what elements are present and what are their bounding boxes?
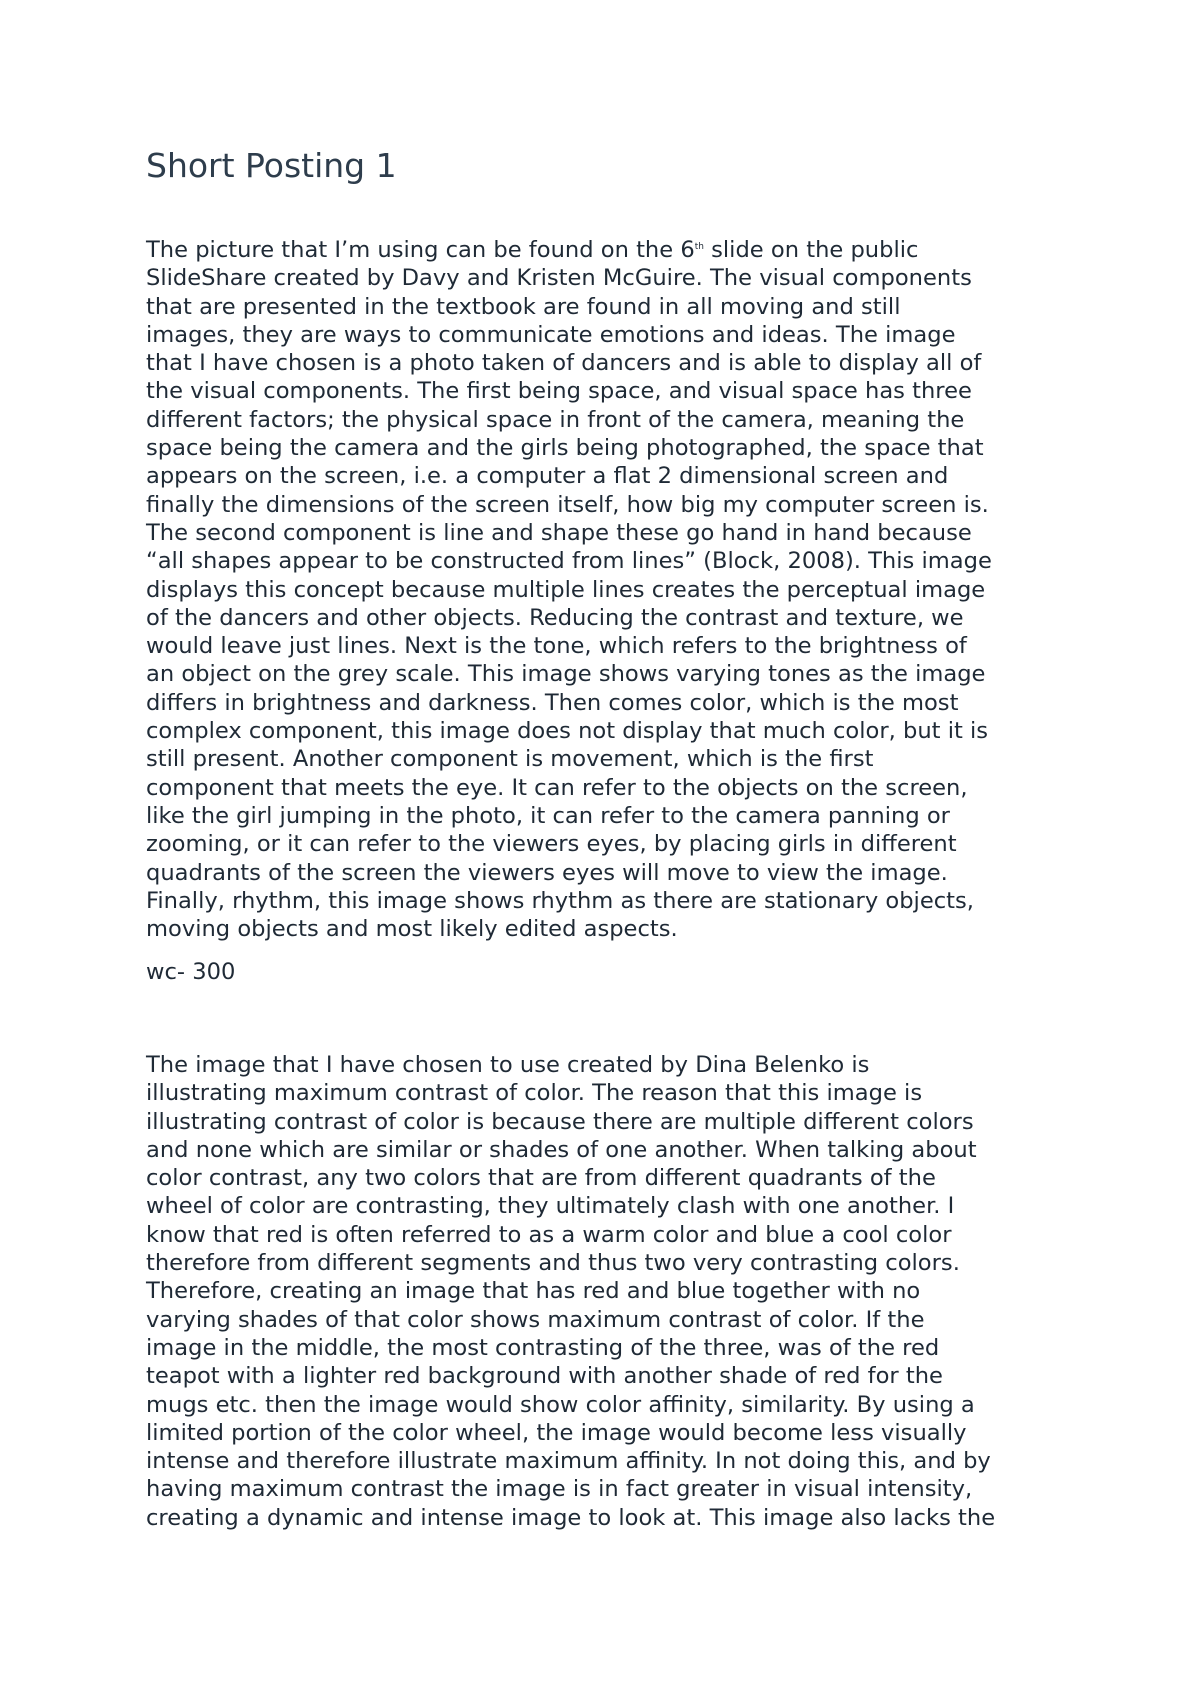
paragraph-line: that I have chosen is a photo taken of dancers and is able to display all of (146, 350, 982, 377)
paragraph-line: zooming, or it can refer to the viewers eyes, by placing girls in different (146, 831, 957, 858)
paragraph-visual-components (146, 236, 992, 943)
paragraph-line: The image that I have chosen to use created by Dina Belenko is (146, 1052, 870, 1078)
paragraph-line: mugs etc. then the image would show color affinity, similarity. By using a (146, 1391, 975, 1418)
line-text-before-superscript: The picture that I’m using can be found on the 6 (146, 237, 695, 263)
paragraph-line: of the dancers and other objects. Reducing the contrast and texture, we (146, 604, 964, 631)
paragraph-line: varying shades of that color shows maximum contrast of color. If the (146, 1306, 925, 1333)
word-count: wc- 300 (146, 959, 236, 985)
line-text-after-superscript: slide on the public (703, 237, 919, 263)
paragraph-line: appears on the screen, i.e. a computer a flat 2 dimensional screen and (146, 463, 949, 490)
paragraph-line: know that red is often referred to as a warm color and blue a cool color (146, 1221, 952, 1248)
paragraph-line: illustrating contrast of color is because there are multiple different colors (146, 1108, 974, 1135)
paragraph-line: teapot with a lighter red background with another shade of red for the (146, 1363, 943, 1390)
paragraph-line: images, they are ways to communicate emotions and ideas. The image (146, 321, 956, 348)
paragraph-line: limited portion of the color wheel, the image would become less visually (146, 1419, 967, 1446)
paragraph-line: SlideShare created by Davy and Kristen McGuire. The visual components (146, 265, 972, 292)
ordinal-superscript: th (694, 242, 704, 252)
paragraph-line: different factors; the physical space in front of the camera, meaning the (146, 406, 965, 433)
paragraph-color-contrast (146, 1051, 995, 1532)
paragraph-line: Finally, rhythm, this image shows rhythm as there are stationary objects, (146, 887, 974, 914)
paragraph-line: Therefore, creating an image that has red and blue together with no (146, 1278, 921, 1305)
paragraph-line: color contrast, any two colors that are from different quadrants of the (146, 1165, 936, 1192)
paragraph-line: having maximum contrast the image is in fact greater in visual intensity, (146, 1476, 973, 1503)
paragraph-line: space being the camera and the girls being photographed, the space that (146, 435, 984, 462)
paragraph-line: image in the middle, the most contrasting of the three, was of the red (146, 1334, 940, 1361)
paragraph-line: finally the dimensions of the screen itself, how big my computer screen is. (146, 491, 989, 518)
paragraph-line: intense and therefore illustrate maximum affinity. In not doing this, and by (146, 1448, 991, 1475)
paragraph-line (146, 236, 992, 264)
paragraph-line: illustrating maximum contrast of color. The reason that this image is (146, 1080, 923, 1107)
paragraph-line: creating a dynamic and intense image to look at. This image also lacks the (146, 1504, 996, 1531)
paragraph-line: component that meets the eye. It can refer to the objects on the screen, (146, 774, 968, 801)
paragraph-line: like the girl jumping in the photo, it can refer to the camera panning or (146, 802, 950, 829)
paragraph-line: therefore from different segments and thus two very contrasting colors. (146, 1250, 960, 1277)
document-title: Short Posting 1 (146, 146, 397, 185)
paragraph-line: an object on the grey scale. This image shows varying tones as the image (146, 661, 986, 688)
paragraph-line: quadrants of the screen the viewers eyes will move to view the image. (146, 859, 948, 886)
paragraph-line: The second component is line and shape these go hand in hand because (146, 519, 972, 546)
paragraph-line: that are presented in the textbook are found in all moving and still (146, 293, 901, 320)
paragraph-line: still present. Another component is movement, which is the first (146, 746, 874, 773)
paragraph-line: the visual components. The first being space, and visual space has three (146, 378, 972, 405)
paragraph-line: “all shapes appear to be constructed from lines” (Block, 2008). This image (146, 548, 992, 575)
paragraph-line: would leave just lines. Next is the tone, which refers to the brightness of (146, 633, 967, 660)
paragraph-line: complex component, this image does not display that much color, but it is (146, 718, 989, 745)
paragraph-line: differs in brightness and darkness. Then comes color, which is the most (146, 689, 959, 716)
paragraph-line: moving objects and most likely edited aspects. (146, 916, 678, 943)
paragraph-line: wheel of color are contrasting, they ultimately clash with one another. I (146, 1193, 955, 1220)
paragraph-line: displays this concept because multiple lines creates the perceptual image (146, 576, 986, 603)
paragraph-line: and none which are similar or shades of one another. When talking about (146, 1136, 977, 1163)
